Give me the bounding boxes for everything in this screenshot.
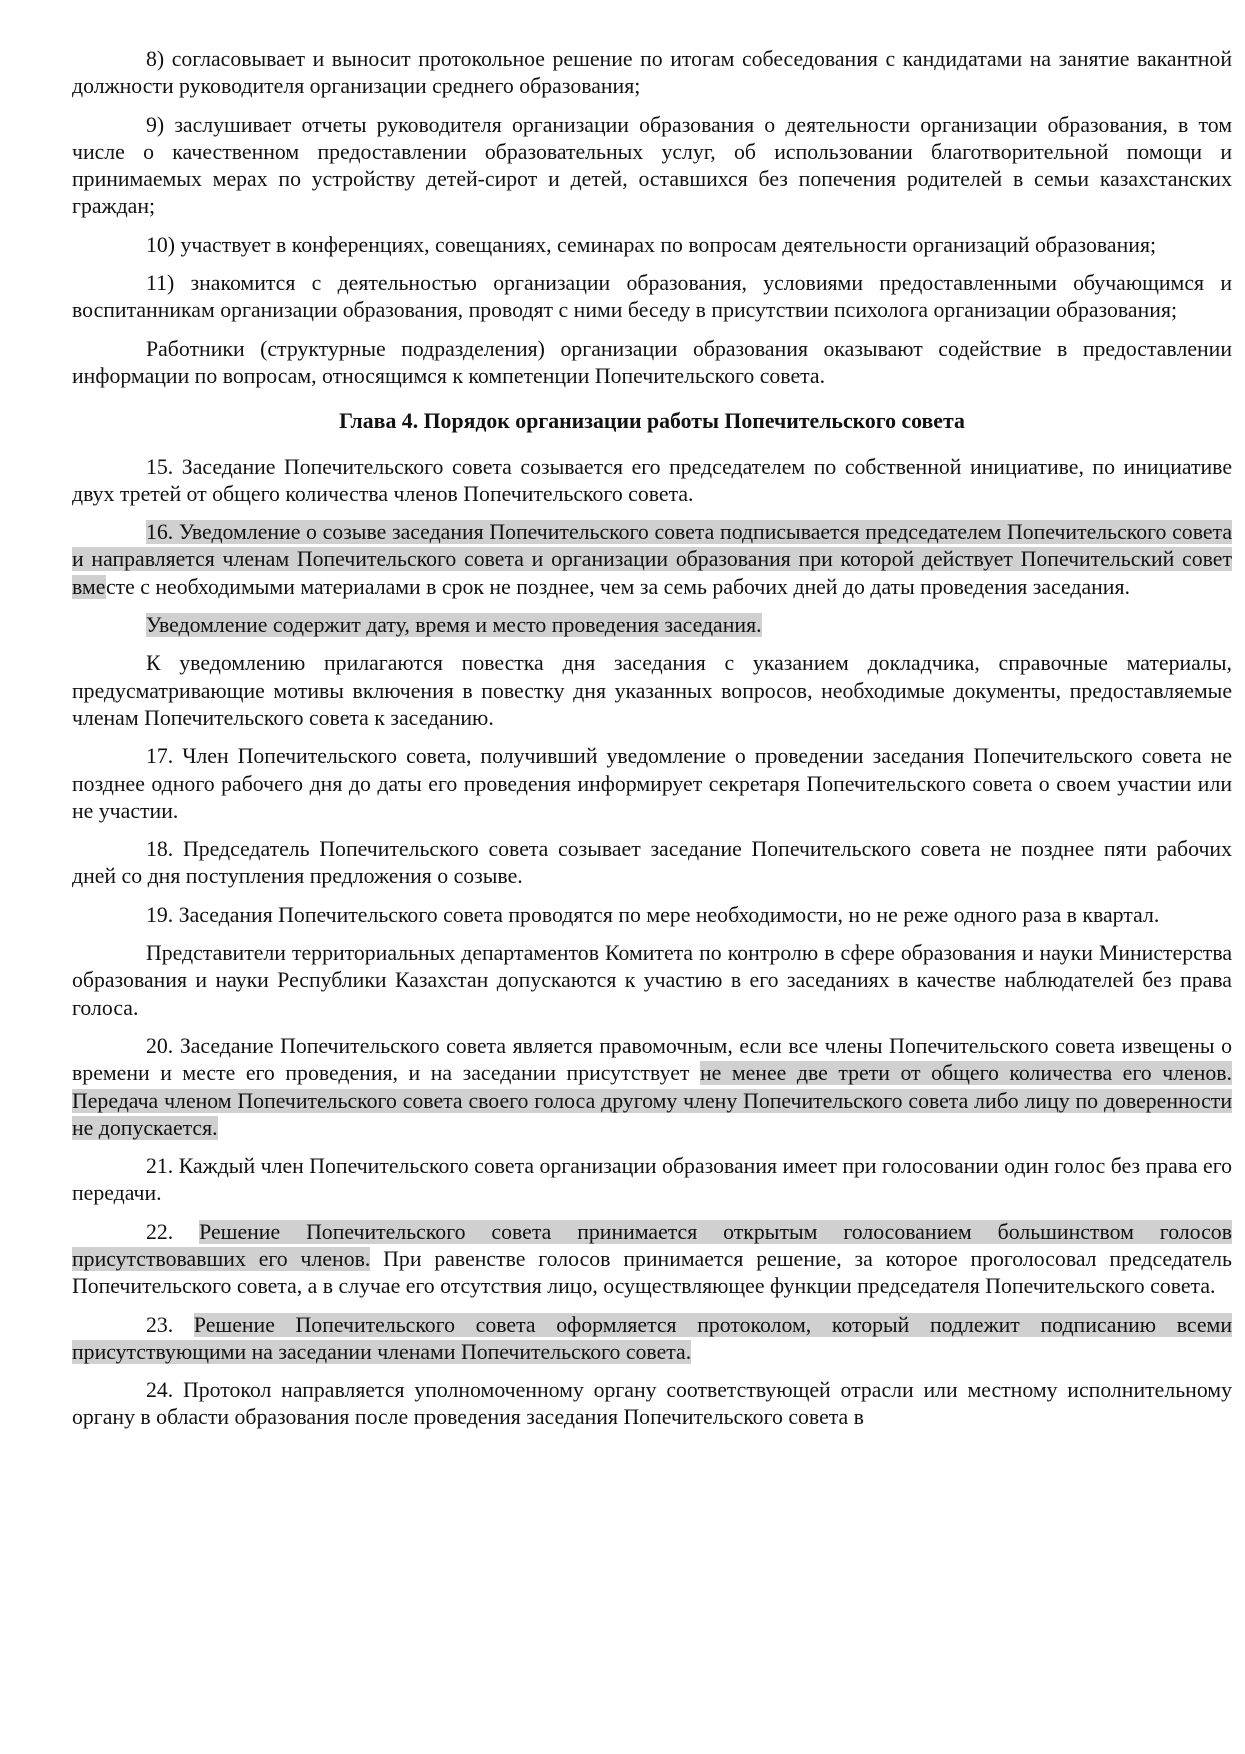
paragraph [72, 743, 1232, 825]
paragraph [72, 232, 1232, 259]
paragraph [72, 1377, 1232, 1432]
paragraph-text: 19. Заседания Попечительского совета проводятся по мере необходимости, но не реже одного раза в квартал. [146, 902, 1160, 927]
highlighted-text: Решение Попечительского совета оформляется протоколом, который подлежит подписанию всеми присутствующими на заседании членами Попечительского совета. [72, 1312, 1232, 1364]
paragraph [72, 836, 1232, 891]
highlighted-text: 16. Уведомление о созыве заседания Попечительского совета подписывается председателем Попечительского совета и направляется членам Попечительского совета и организации образования при которой действует Попечительский совет вме [72, 520, 1232, 599]
paragraph [72, 1219, 1232, 1301]
paragraph [72, 1312, 1232, 1367]
paragraph [72, 902, 1232, 929]
paragraph [72, 612, 1232, 639]
paragraph [72, 1153, 1232, 1208]
paragraph [72, 270, 1232, 325]
paragraph-text: 15. Заседание Попечительского совета созывается его председателем по собственной инициативе, по инициативе двух третей от общего количества членов Попечительского совета. [72, 454, 1232, 506]
paragraph [72, 1033, 1232, 1142]
paragraph-text: 9) заслушивает отчеты руководителя организации образования о деятельности организации образования, в том числе о качественном предоставлении образовательных услуг, об использовании благотворительной помощи и принимаемых мерах по устройству детей-сирот и детей, оставшихся без попечения родителей в семьи казахстанских граждан; [72, 112, 1232, 219]
paragraph [72, 940, 1232, 1022]
paragraph-text: 18. Председатель Попечительского совета созывает заседание Попечительского совета не позднее пяти рабочих дней со дня поступления предложения о созыве. [72, 837, 1232, 889]
highlighted-text: Уведомление содержит дату, время и место проведения заседания. [146, 613, 762, 638]
paragraph-text: 22. [146, 1219, 200, 1244]
paragraph-text: Представители территориальных департаментов Комитета по контролю в сфере образования и науки Министерства образования и науки Республики Казахстан допускаются к участию в его заседаниях в качестве наблюдателей без права голоса. [72, 941, 1232, 1020]
highlighted-text: не менее две трети от общего количества его членов. Передача членом Попечительского совета своего голоса другому члену Попечительского совета либо лицу по доверенности не допускается. [72, 1061, 1233, 1140]
paragraph [72, 46, 1232, 101]
paragraph-text: 21. Каждый член Попечительского совета организации образования имеет при голосовании один голос без права его передачи. [72, 1154, 1232, 1206]
paragraph-text: 10) участвует в конференциях, совещаниях, семинарах по вопросам деятельности организаций образования; [146, 232, 1157, 257]
paragraph [72, 650, 1232, 732]
paragraph-text: При равенстве голосов принимается решение, за которое проголосовал председатель Попечительского совета, а в случае его отсутствия лицо, осуществляющее функции председателя Попечительского совета. [72, 1246, 1232, 1299]
paragraph [72, 112, 1232, 221]
paragraph [72, 454, 1232, 509]
highlighted-text: Решение Попечительского совета принимается открытым голосованием большинством голосов присутствовавших его членов. [72, 1219, 1232, 1271]
paragraph-text: Работники (структурные подразделения) организации образования оказывают содействие в предоставлении информации по вопросам, относящимся к компетенции Попечительского совета. [72, 336, 1232, 388]
paragraph-text: 17. Член Попечительского совета, получивший уведомление о проведении заседания Попечительского совета не позднее одного рабочего дня до даты его проведения информирует секретаря Попечительского совета о своем участии или не участии. [72, 744, 1232, 823]
paragraph-text: К уведомлению прилагаются повестка дня заседания с указанием докладчика, справочные материалы, предусматривающие мотивы включения в повестку дня указанных вопросов, необходимые документы, предоставляемые членам Попечительского совета к заседанию. [72, 651, 1232, 730]
paragraph-text: 11) знакомится с деятельностью организации образования, условиями предоставленными обучающимся и воспитанникам организации образования, проводят с ними беседу в присутствии психолога организации образования; [72, 271, 1232, 323]
paragraph-text: 23. [146, 1312, 194, 1337]
document-page [72, 46, 1232, 1443]
paragraph [72, 519, 1232, 601]
paragraph-text: 8) согласовывает и выносит протокольное решение по итогам собеседования с кандидатами на занятие вакантной должности руководителя организации среднего образования; [72, 47, 1232, 99]
paragraph-text: Глава 4. Порядок организации работы Попечительского совета [339, 409, 965, 434]
paragraph-text: сте с необходимыми материалами в срок не позднее, чем за семь рабочих дней до даты проведения заседания. [105, 574, 1130, 599]
paragraph-text: 24. Протокол направляется уполномоченному органу соответствующей отрасли или местному исполнительному органу в области образования после проведения заседания Попечительского совета в [72, 1378, 1232, 1430]
chapter-heading [72, 408, 1232, 435]
paragraph [72, 336, 1232, 391]
paragraph-text: 20. Заседание Попечительского совета является правомочным, если все члены Попечительского совета извещены о времени и месте его проведения, и на заседании присутствует [72, 1033, 1232, 1086]
